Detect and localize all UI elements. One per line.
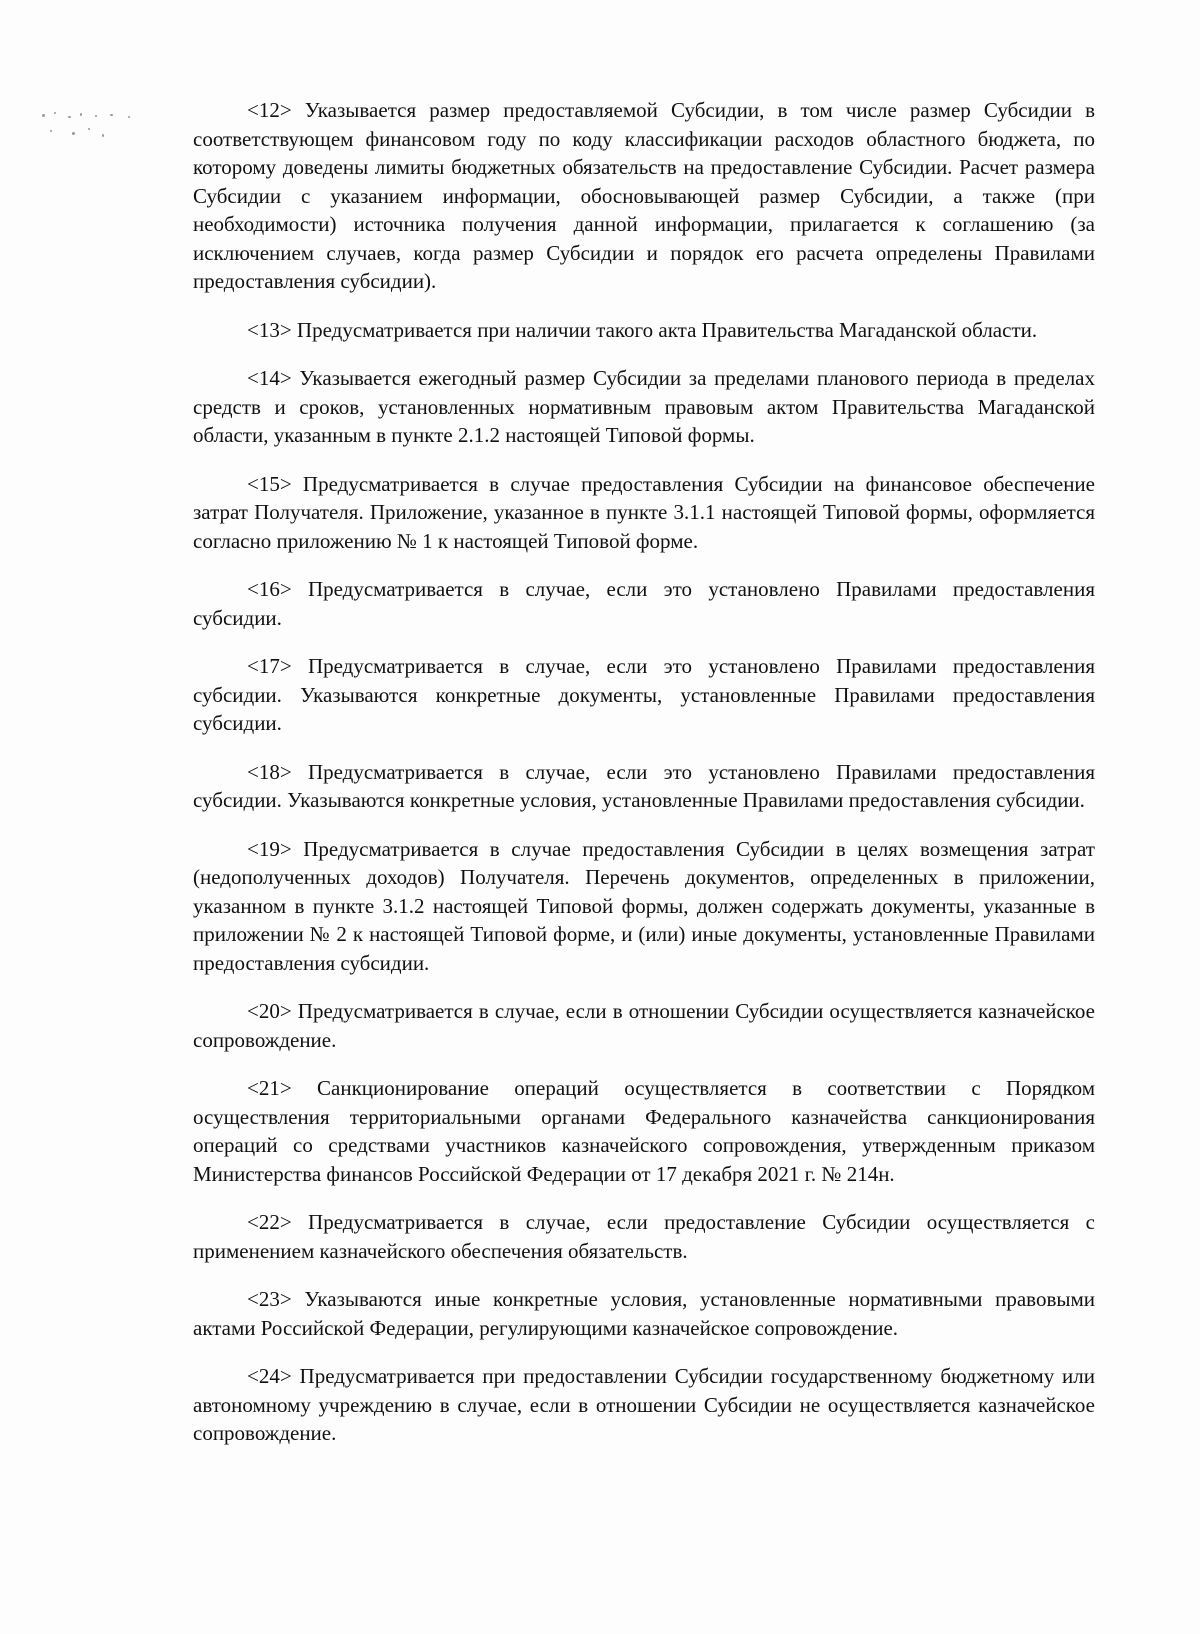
footnote-12: <12> Указывается размер предоставляемой Субсидии, в том числе размер Субсидии в соответствующем финансовом году по коду классификации расходов областного бюджета, по которому доведены лимиты бюджетных обязательств на предоставление Субсидии. Расчет размера Субсидии с указанием информации, обосновывающей размер Субсидии, а также (при необходимости) источника получения данной информации, прилагается к соглашению (за исключением случаев, когда размер Субсидии и порядок его расчета определены Правилами предоставления субсидии). [193, 98, 1095, 293]
footnote-24: <24> Предусматривается при предоставлении Субсидии государственному бюджетному или автономному учреждению в случае, если в отношении Субсидии не осуществляется казначейское сопровождение. [193, 1364, 1095, 1445]
scan-noise [40, 110, 170, 150]
footnote-16: <16> Предусматривается в случае, если это установлено Правилами предоставления субсидии. [193, 577, 1095, 630]
footnote-22: <22> Предусматривается в случае, если предоставление Субсидии осуществляется с применением казначейского обеспечения обязательств. [193, 1210, 1095, 1263]
footnote-19: <19> Предусматривается в случае предоставления Субсидии в целях возмещения затрат (недополученных доходов) Получателя. Перечень документов, определенных в приложении, указанном в пункте 3.1.2 настоящей Типовой формы, должен содержать документы, указанные в приложении № 2 к настоящей Типовой форме, и (или) иные документы, установленные Правилами предоставления субсидии. [193, 836, 1095, 975]
footnote-20: <20> Предусматривается в случае, если в отношении Субсидии осуществляется казначейское сопровождение. [193, 999, 1095, 1052]
footnote-13: <13> Предусматривается при наличии такого акта Правительства Магаданской области. [247, 317, 1038, 342]
footnote-15: <15> Предусматривается в случае предоставления Субсидии на финансовое обеспечение затрат Получателя. Приложение, указанное в пункте 3.1.1 настоящей Типовой формы, оформляется согласно приложению № 1 к настоящей Типовой форме. [193, 471, 1095, 553]
notes-section [193, 96, 1095, 1468]
footnote-21: <21> Санкционирование операций осуществляется в соответствии с Порядком осуществления территориальными органами Федерального казначейства санкционирования операций со средствами участников казначейского сопровождения, утвержденным приказом Министерства финансов Российской Федерации от 17 декабря 2021 г. № 214н. [193, 1076, 1095, 1186]
footnote-23: <23> Указываются иные конкретные условия, установленные нормативными правовыми актами Российской Федерации, регулирующими казначейское сопровождение. [193, 1287, 1095, 1340]
footnote-14: <14> Указывается ежегодный размер Субсидии за пределами планового периода в пределах средств и сроков, установленных нормативным правовым актом Правительства Магаданской области, указанным в пункте 2.1.2 настоящей Типовой формы. [193, 366, 1095, 447]
footnote-18: <18> Предусматривается в случае, если это установлено Правилами предоставления субсидии. Указываются конкретные условия, установленные Правилами предоставления субсидии. [193, 759, 1095, 812]
footnote-17: <17> Предусматривается в случае, если это установлено Правилами предоставления субсидии. Указываются конкретные документы, установленные Правилами предоставления субсидии. [193, 654, 1095, 735]
